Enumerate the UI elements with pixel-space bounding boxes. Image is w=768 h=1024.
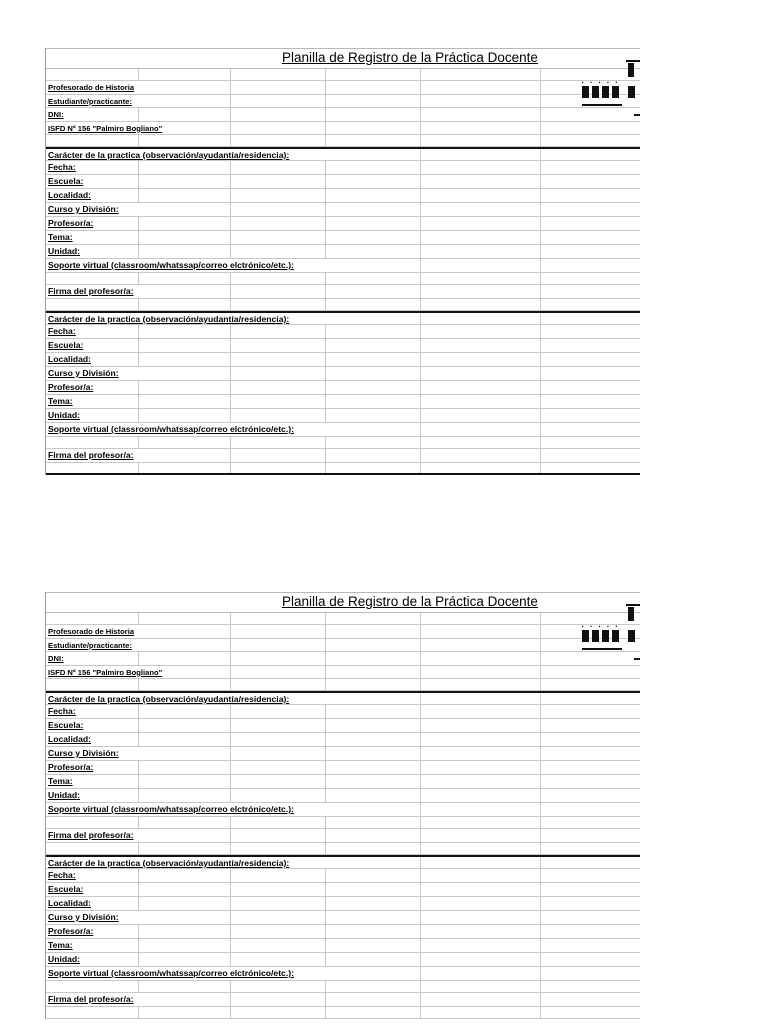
form-title-row xyxy=(46,592,640,613)
virtual-support-label: Soporte virtual (classroom/whatssap/correo elctrónico/etc.): xyxy=(48,804,294,814)
blank-row xyxy=(46,613,640,625)
header-row-institute[interactable] xyxy=(46,122,640,136)
unit-label: Unidad: xyxy=(48,410,80,420)
field-row-topic[interactable] xyxy=(46,395,640,409)
form-title: Planilla de Registro de la Práctica Docente xyxy=(282,594,538,609)
field-row-topic[interactable] xyxy=(46,939,640,953)
blank-row xyxy=(46,437,640,449)
blank-row xyxy=(46,135,640,147)
registration-form-1 xyxy=(45,48,640,475)
virtual-support-label: Soporte virtual (classroom/whatssap/correo elctrónico/etc.): xyxy=(48,968,294,978)
teacher-label: Profesor/a: xyxy=(48,382,94,392)
field-row-character[interactable] xyxy=(46,147,640,161)
field-row-course[interactable] xyxy=(46,203,640,217)
field-row-teacher[interactable] xyxy=(46,925,640,939)
field-row-topic[interactable] xyxy=(46,775,640,789)
school-label: Escuela: xyxy=(48,884,84,894)
header-row-dni[interactable] xyxy=(46,108,640,122)
form-title: Planilla de Registro de la Práctica Docente xyxy=(282,50,538,65)
character-label: Carácter de la practica (observación/ayudantía/residencia): xyxy=(48,694,290,704)
career-label: Profesorado de Historia xyxy=(48,83,135,92)
date-label: Fecha: xyxy=(48,326,76,336)
institute-label: ISFD Nº 156 "Palmiro Bogliano" xyxy=(48,123,163,133)
unit-label: Unidad: xyxy=(48,790,80,800)
locality-label: Localidad: xyxy=(48,898,91,908)
field-row-locality[interactable] xyxy=(46,733,640,747)
topic-label: Tema: xyxy=(48,396,73,406)
practice-section-1 xyxy=(46,147,640,311)
topic-label: Tema: xyxy=(48,940,73,950)
header-row-student[interactable] xyxy=(46,95,640,109)
field-row-locality[interactable] xyxy=(46,353,640,367)
character-label: Carácter de la practica (observación/ayudantía/residencia): xyxy=(48,150,290,160)
career-label: Profesorado de Historia xyxy=(48,627,135,636)
registration-form-2 xyxy=(45,592,640,1019)
virtual-support-label: Soporte virtual (classroom/whatssap/correo elctrónico/etc.): xyxy=(48,260,294,270)
blank-row xyxy=(46,299,640,311)
field-row-teacher[interactable] xyxy=(46,217,640,231)
dni-label: DNI: xyxy=(48,654,64,663)
practice-section-2 xyxy=(46,855,640,1019)
school-label: Escuela: xyxy=(48,720,84,730)
field-row-unit[interactable] xyxy=(46,953,640,967)
practice-section-1 xyxy=(46,691,640,855)
field-row-school[interactable] xyxy=(46,339,640,353)
topic-label: Tema: xyxy=(48,776,73,786)
school-label: Escuela: xyxy=(48,176,84,186)
student-label: Estudiante/practicante: xyxy=(48,96,132,106)
unit-label: Unidad: xyxy=(48,246,80,256)
blank-row xyxy=(46,679,640,691)
field-row-date[interactable] xyxy=(46,325,640,339)
virtual-support-label: Soporte virtual (classroom/whatssap/correo elctrónico/etc.): xyxy=(48,424,294,434)
field-row-teacher[interactable] xyxy=(46,381,640,395)
field-row-character[interactable] xyxy=(46,855,640,869)
field-row-date[interactable] xyxy=(46,705,640,719)
blank-row xyxy=(46,463,640,475)
teacher-label: Profesor/a: xyxy=(48,218,94,228)
field-row-date[interactable] xyxy=(46,869,640,883)
institute-label: ISFD Nº 156 "Palmiro Bogliano" xyxy=(48,667,163,677)
field-row-virtual-support[interactable] xyxy=(46,803,640,817)
student-label: Estudiante/practicante: xyxy=(48,640,132,650)
blank-row xyxy=(46,273,640,285)
field-row-date[interactable] xyxy=(46,161,640,175)
form-title-row xyxy=(46,48,640,69)
institution-logo-fragment: ..... xyxy=(580,602,640,662)
field-row-virtual-support[interactable] xyxy=(46,967,640,981)
field-row-locality[interactable] xyxy=(46,189,640,203)
field-row-teacher[interactable] xyxy=(46,761,640,775)
signature-label: Firma del profesor/a: xyxy=(48,994,134,1004)
dni-label: DNI: xyxy=(48,110,64,119)
field-row-school[interactable] xyxy=(46,883,640,897)
field-row-signature[interactable] xyxy=(46,449,640,463)
signature-label: Firma del profesor/a: xyxy=(48,450,134,460)
blank-row xyxy=(46,843,640,855)
school-label: Escuela: xyxy=(48,340,84,350)
field-row-character[interactable] xyxy=(46,311,640,325)
field-row-unit[interactable] xyxy=(46,245,640,259)
blank-row xyxy=(46,981,640,993)
locality-label: Localidad: xyxy=(48,190,91,200)
blank-row xyxy=(46,817,640,829)
field-row-school[interactable] xyxy=(46,719,640,733)
practice-section-2 xyxy=(46,311,640,475)
date-label: Fecha: xyxy=(48,870,76,880)
course-label: Curso y División: xyxy=(48,748,119,758)
field-row-unit[interactable] xyxy=(46,409,640,423)
teacher-label: Profesor/a: xyxy=(48,762,94,772)
course-label: Curso y División: xyxy=(48,912,119,922)
field-row-signature[interactable] xyxy=(46,829,640,843)
character-label: Carácter de la practica (observación/ayudantía/residencia): xyxy=(48,858,290,868)
course-label: Curso y División: xyxy=(48,204,119,214)
header-row-student[interactable] xyxy=(46,639,640,653)
field-row-unit[interactable] xyxy=(46,789,640,803)
field-row-school[interactable] xyxy=(46,175,640,189)
signature-label: Firma del profesor/a: xyxy=(48,286,134,296)
field-row-course[interactable] xyxy=(46,911,640,925)
blank-row xyxy=(46,1007,640,1019)
header-row-institute[interactable] xyxy=(46,666,640,680)
header-row-career[interactable] xyxy=(46,625,640,639)
unit-label: Unidad: xyxy=(48,954,80,964)
signature-label: Firma del profesor/a: xyxy=(48,830,134,840)
character-label: Carácter de la practica (observación/ayudantía/residencia): xyxy=(48,314,290,324)
field-row-locality[interactable] xyxy=(46,897,640,911)
locality-label: Localidad: xyxy=(48,734,91,744)
field-row-signature[interactable] xyxy=(46,285,640,299)
field-row-signature[interactable] xyxy=(46,993,640,1007)
date-label: Fecha: xyxy=(48,162,76,172)
field-row-course[interactable] xyxy=(46,367,640,381)
field-row-course[interactable] xyxy=(46,747,640,761)
teacher-label: Profesor/a: xyxy=(48,926,94,936)
header-row-career[interactable] xyxy=(46,81,640,95)
header-row-dni[interactable] xyxy=(46,652,640,666)
field-row-topic[interactable] xyxy=(46,231,640,245)
field-row-virtual-support[interactable] xyxy=(46,423,640,437)
locality-label: Localidad: xyxy=(48,354,91,364)
course-label: Curso y División: xyxy=(48,368,119,378)
blank-row xyxy=(46,69,640,81)
date-label: Fecha: xyxy=(48,706,76,716)
field-row-character[interactable] xyxy=(46,691,640,705)
institution-logo-fragment: ..... xyxy=(580,58,640,118)
field-row-virtual-support[interactable] xyxy=(46,259,640,273)
topic-label: Tema: xyxy=(48,232,73,242)
